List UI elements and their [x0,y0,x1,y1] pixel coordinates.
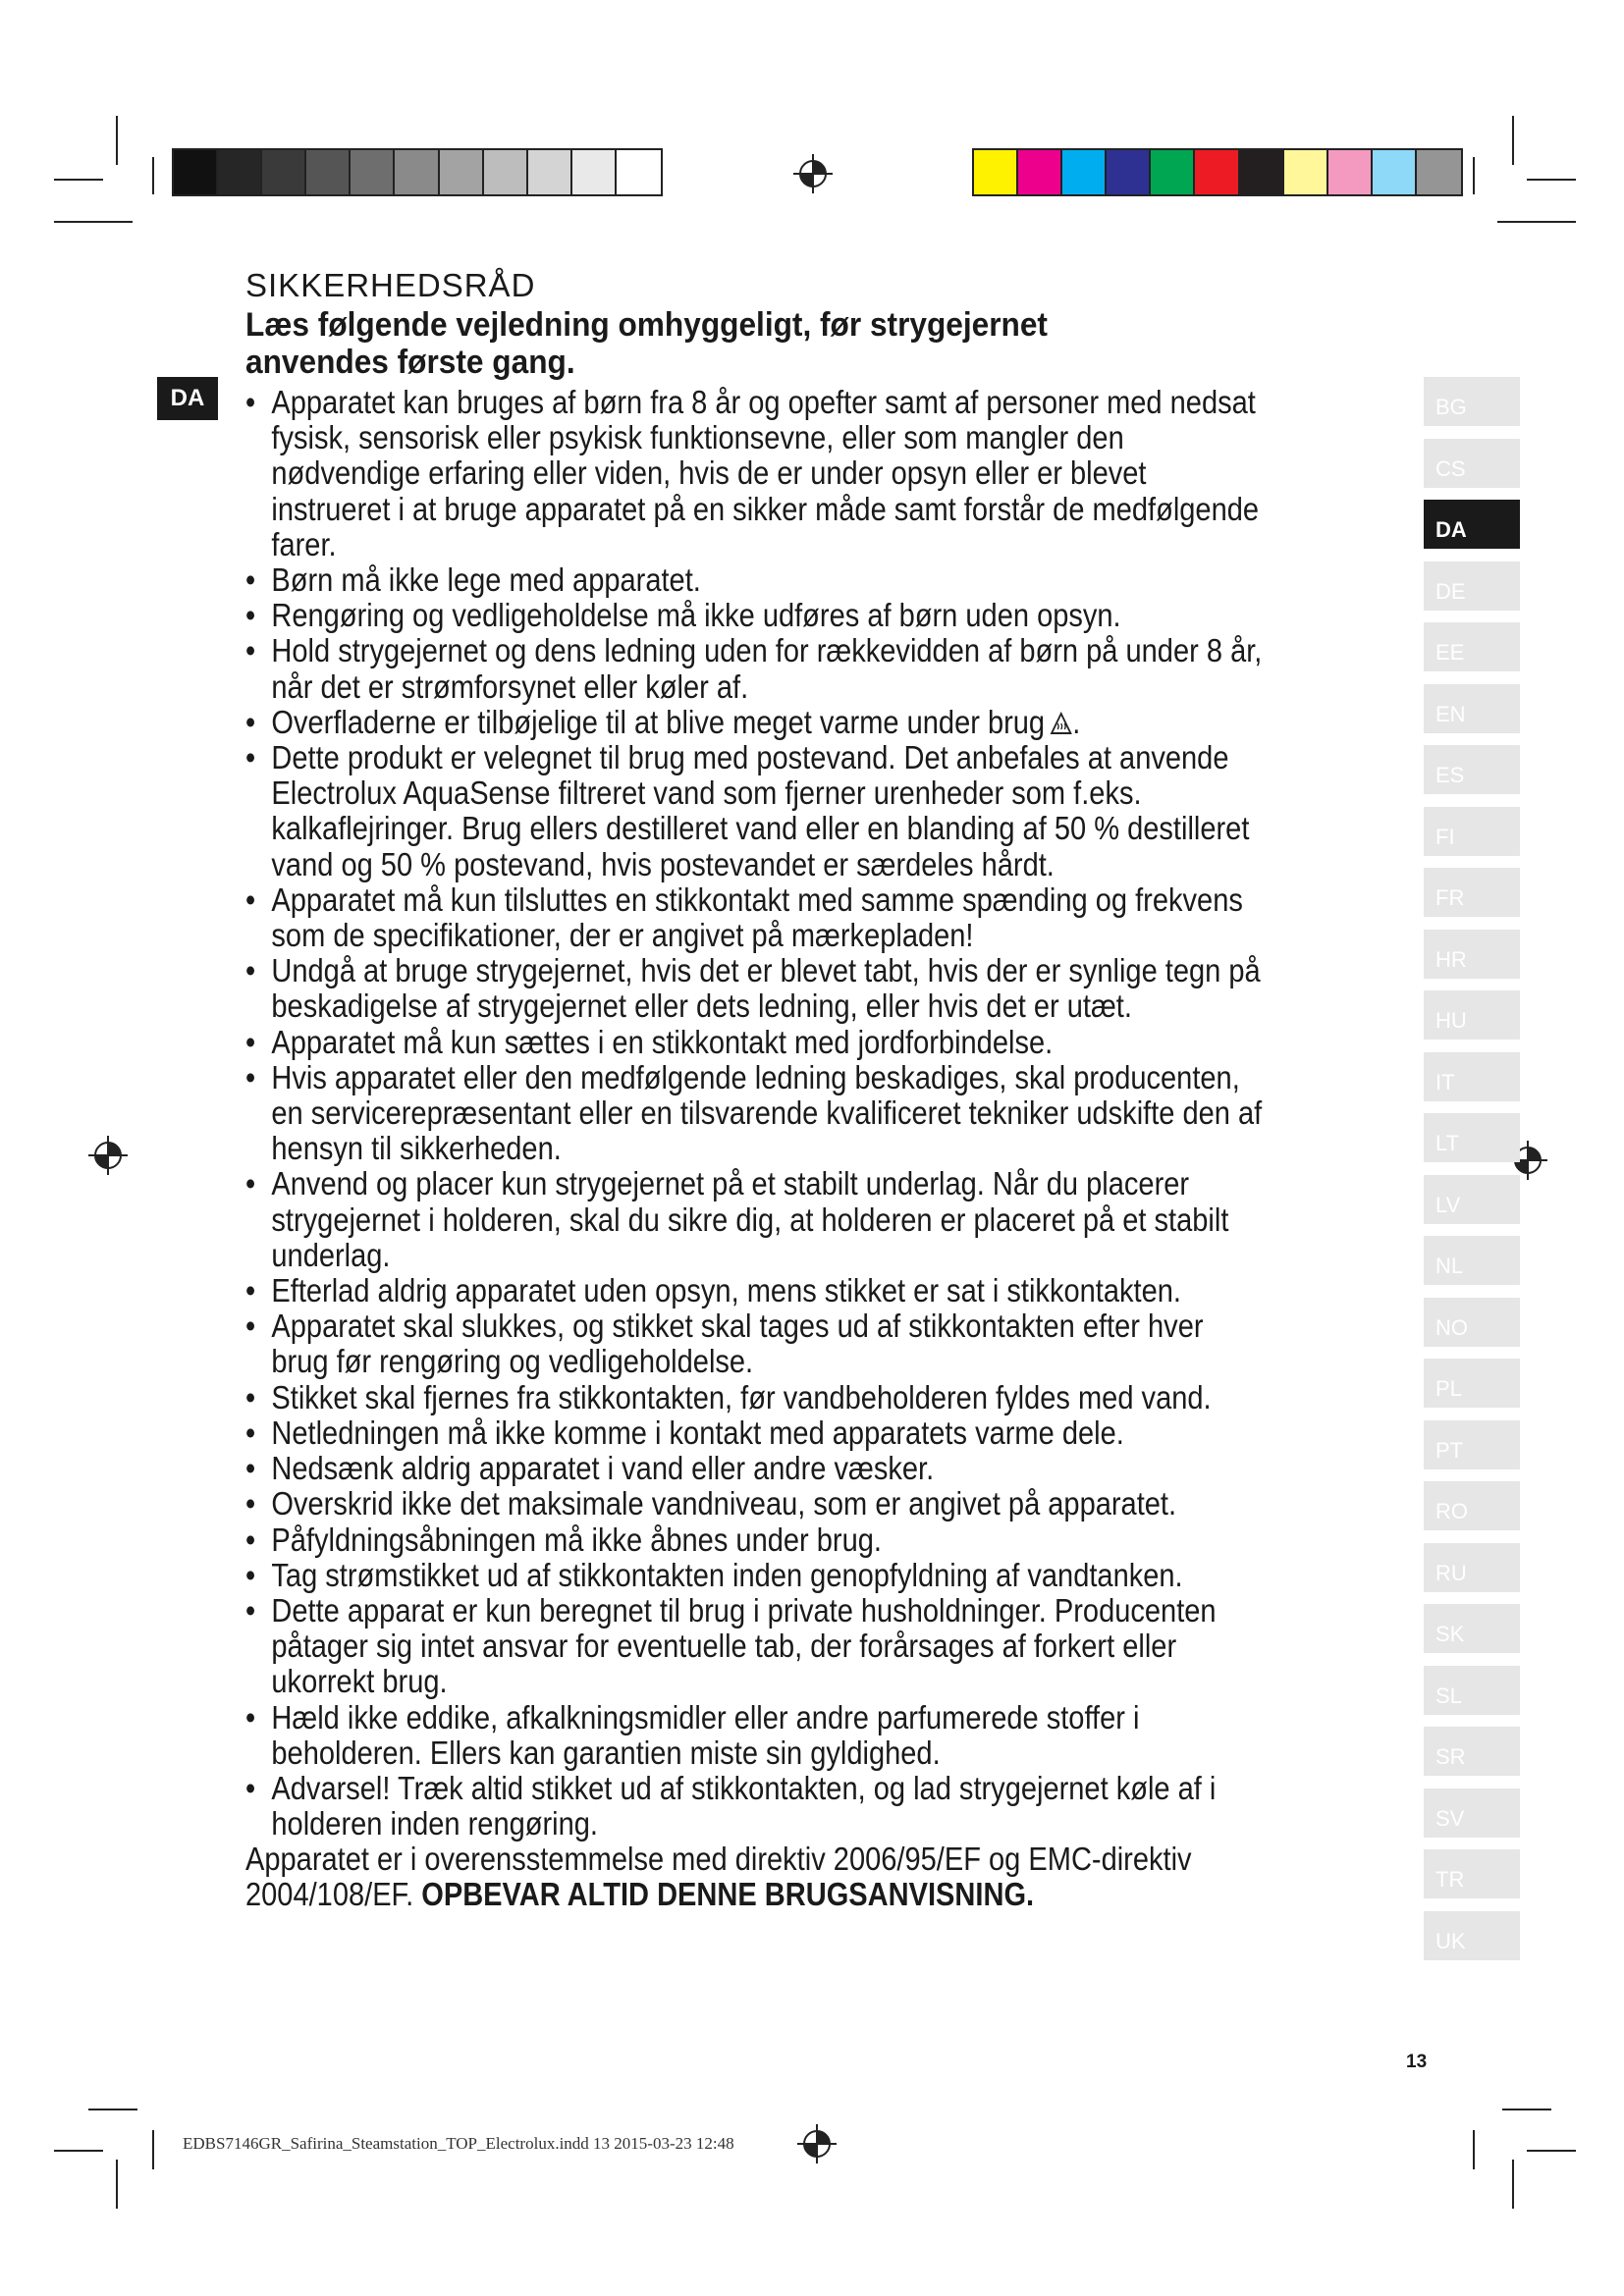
bullet-icon: • [245,1521,256,1558]
crop-mark [1473,2130,1475,2169]
crop-mark [152,157,154,194]
language-index-item: SR [1424,1727,1520,1776]
safety-section [245,267,1404,1912]
crop-mark [88,2109,137,2110]
bullet-icon: • [245,1485,256,1522]
language-index-item: DE [1424,561,1520,611]
crop-mark [1527,2150,1576,2152]
language-index-item: SL [1424,1666,1520,1715]
crop-mark [54,221,133,223]
color-swatch [1284,150,1328,194]
color-swatch [218,150,262,194]
rule-text: Apparatet skal slukkes, og stikket skal tages ud af stikkontakten efter hver brug før rengøring og vedligeholdelse. [271,1308,1204,1380]
crop-mark [1502,2109,1551,2110]
list-item [245,1025,1265,1060]
crop-mark [1473,157,1475,194]
language-tab: DA [157,377,218,420]
bullet-icon: • [245,1058,256,1095]
crop-mark [1512,116,1514,165]
bullet-icon: • [245,1769,256,1806]
registration-mark-icon [791,152,835,195]
rule-text: Tag strømstikket ud af stikkontakten inden genopfyldning af vandtanken. [271,1556,1183,1593]
rule-text: Efterlad aldrig apparatet uden opsyn, mens stikket er sat i stikkontakten. [271,1272,1181,1309]
rule-text: Advarsel! Træk altid stikket ud af stikkontakten, og lad strygejernet køle af i holderen inden rengøring. [271,1769,1217,1842]
bullet-icon: • [245,632,256,669]
crop-mark [152,2130,154,2169]
bullet-icon: • [245,1698,256,1735]
bullet-icon: • [245,952,256,989]
crop-mark [116,116,118,165]
list-item [245,562,1265,598]
color-swatch [351,150,395,194]
list-item [245,1273,1265,1308]
punctuation: . [1072,703,1081,740]
color-swatch [617,150,661,194]
bullet-icon: • [245,1023,256,1060]
crop-mark [54,2150,103,2152]
language-index-item: FR [1424,868,1520,917]
crop-mark [54,179,103,181]
rule-text: Apparatet må kun tilsluttes en stikkontakt med samme spænding og frekvens som de specifikationer, der er angivet på mærkepladen! [271,881,1243,954]
language-index-item: PT [1424,1420,1520,1469]
color-swatch [1240,150,1284,194]
rule-text: Påfyldningsåbningen må ikke åbnes under brug. [271,1521,882,1558]
process-color-calibration-bar [972,148,1463,196]
color-swatch [1373,150,1417,194]
crop-mark [1512,2160,1514,2209]
closing-bold-text: OPBEVAR ALTID DENNE BRUGSANVISNING. [421,1876,1035,1913]
color-swatch [174,150,218,194]
rule-text: Undgå at bruge strygejernet, hvis det er blevet tabt, hvis der er synlige tegn på beskadigelse af strygejernet eller dets ledning, eller hvis det er utæt. [271,952,1261,1025]
color-swatch [395,150,439,194]
color-swatch [262,150,306,194]
safety-rules-list [245,385,1404,1842]
rule-text: Dette produkt er velegnet til brug med postevand. Det anbefales at anvende Electrolux AquaSense filtreret vand som fjerner urenheder som f.eks. kalkaflejringer. Brug ellers destilleret vand eller en blanding af 50 % destilleret vand og 50 % postevand, hvis postevandet er særdeles hårdt. [271,739,1250,882]
language-index-item: FI [1424,807,1520,856]
list-item [245,1060,1265,1167]
color-swatch [1195,150,1239,194]
bullet-icon: • [245,1378,256,1415]
language-index-item: TR [1424,1849,1520,1898]
color-swatch [1328,150,1373,194]
language-index-item: CS [1424,439,1520,488]
language-index [1424,377,1520,1972]
list-item [245,598,1265,633]
list-item [245,385,1265,562]
language-index-item: BG [1424,377,1520,426]
list-item [245,1558,1265,1593]
list-item [245,953,1265,1024]
list-item [245,1380,1265,1415]
bullet-icon: • [245,739,256,776]
language-index-item: SV [1424,1789,1520,1838]
closing-statement [245,1842,1239,1912]
color-swatch [1018,150,1062,194]
rule-text: Netledningen må ikke komme i kontakt med apparatets varme dele. [271,1414,1124,1451]
language-index-item: EN [1424,684,1520,733]
bullet-icon: • [245,1165,256,1202]
color-swatch [974,150,1018,194]
bullet-icon: • [245,1556,256,1593]
list-item [245,882,1265,953]
hot-surface-warning-icon [1050,712,1072,735]
registration-mark-icon [86,1134,130,1177]
bullet-icon: • [245,1272,256,1309]
list-item [245,1771,1265,1842]
bullet-icon: • [245,1450,256,1487]
color-swatch [528,150,572,194]
list-item [245,1700,1265,1771]
closing-text: Apparatet er i overensstemmelse med direktiv 2006/95/EF og EMC-direktiv 2004/108/EF. [245,1841,1192,1913]
list-item [245,1486,1265,1522]
print-slug-footer: EDBS7146GR_Safirina_Steamstation_TOP_Electrolux.indd 13 2015-03-23 12:48 [183,2134,734,2153]
rule-text: Overskrid ikke det maksimale vandniveau, som er angivet på apparatet. [271,1485,1177,1522]
list-item [245,740,1265,882]
rule-text: Nedsænk aldrig apparatet i vand eller andre væsker. [271,1450,935,1487]
list-item [245,633,1265,704]
color-swatch [572,150,617,194]
bullet-icon: • [245,384,256,420]
bullet-icon: • [245,1308,256,1345]
list-item [245,1415,1265,1451]
rule-text: Apparatet må kun sættes i en stikkontakt med jordforbindelse. [271,1023,1054,1060]
rule-text: Hvis apparatet eller den medfølgende ledning beskadiges, skal producenten, en servicerepræsentant eller en tilsvarende kvalificeret tekniker udskifte den af hensyn til sikkerheden. [271,1058,1263,1167]
color-swatch [306,150,351,194]
language-index-item: RO [1424,1481,1520,1530]
grayscale-calibration-bar [172,148,663,196]
rule-text: Rengøring og vedligeholdelse må ikke udføres af børn uden opsyn. [271,597,1121,634]
language-index-item: RU [1424,1543,1520,1592]
list-item [245,1308,1265,1379]
rule-text: Anvend og placer kun strygejernet på et stabilt underlag. Når du placerer strygejernet i holderen, skal du sikre dig, at holderen er placeret på et stabilt underlag. [271,1165,1229,1273]
color-swatch [1151,150,1195,194]
color-swatch [1417,150,1461,194]
bullet-icon: • [245,561,256,599]
language-index-item: HR [1424,930,1520,979]
page-number: 13 [1406,2052,1428,2072]
list-item [245,1593,1265,1700]
language-index-item: UK [1424,1911,1520,1960]
color-swatch [484,150,528,194]
language-index-item: IT [1424,1052,1520,1101]
bullet-icon: • [245,1591,256,1629]
list-item [245,1451,1265,1486]
color-swatch [1062,150,1107,194]
list-item [245,1522,1265,1558]
rule-text: Hold strygejernet og dens ledning uden for rækkevidden af børn på under 8 år, når det er strømforsynet eller køler af. [271,632,1263,705]
rule-text: Stikket skal fjernes fra stikkontakten, før vandbeholderen fyldes med vand. [271,1378,1212,1415]
language-index-item: LV [1424,1175,1520,1224]
language-index-item: DA [1424,500,1520,549]
language-index-item: NO [1424,1298,1520,1347]
list-item [245,705,1265,740]
language-index-item: HU [1424,990,1520,1040]
language-index-item: NL [1424,1236,1520,1285]
rule-text: Hæld ikke eddike, afkalkningsmidler eller andre parfumerede stoffer i beholderen. Ellers kan garantien miste sin gyldighed. [271,1698,1140,1771]
color-swatch [440,150,484,194]
rule-text: Dette apparat er kun beregnet til brug i private husholdninger. Producenten påtager sig intet ansvar for eventuelle tab, der forårsages af forkert eller ukorrekt brug. [271,1591,1217,1700]
bullet-icon: • [245,703,256,740]
bullet-icon: • [245,881,256,918]
language-index-item: EE [1424,622,1520,671]
rule-text: Børn må ikke lege med apparatet. [271,561,701,599]
language-index-item: SK [1424,1604,1520,1653]
color-swatch [1107,150,1151,194]
rule-text: Overfladerne er tilbøjelige til at blive meget varme under brug [271,703,1046,740]
list-item [245,1166,1265,1273]
bullet-icon: • [245,597,256,634]
registration-mark-icon [795,2122,839,2165]
language-index-item: LT [1424,1113,1520,1162]
section-title: SIKKERHEDSRÅD [245,267,536,303]
crop-mark [1527,179,1576,181]
intro-heading: Læs følgende vejledning omhyggeligt, før strygejernet anvendes første gang. [245,306,1048,381]
crop-mark [116,2160,118,2209]
crop-mark [1497,221,1576,223]
language-index-item: PL [1424,1359,1520,1408]
bullet-icon: • [245,1414,256,1451]
language-index-item: ES [1424,745,1520,794]
rule-text: Apparatet kan bruges af børn fra 8 år og opefter samt af personer med nedsat fysisk, sensorisk eller psykisk funktionsevne, eller som mangler den nødvendige erfaring eller viden, hvis de er under opsyn eller er blevet instrueret i at bruge apparatet på en sikker måde samt forstår de medfølgende farer. [271,384,1260,562]
